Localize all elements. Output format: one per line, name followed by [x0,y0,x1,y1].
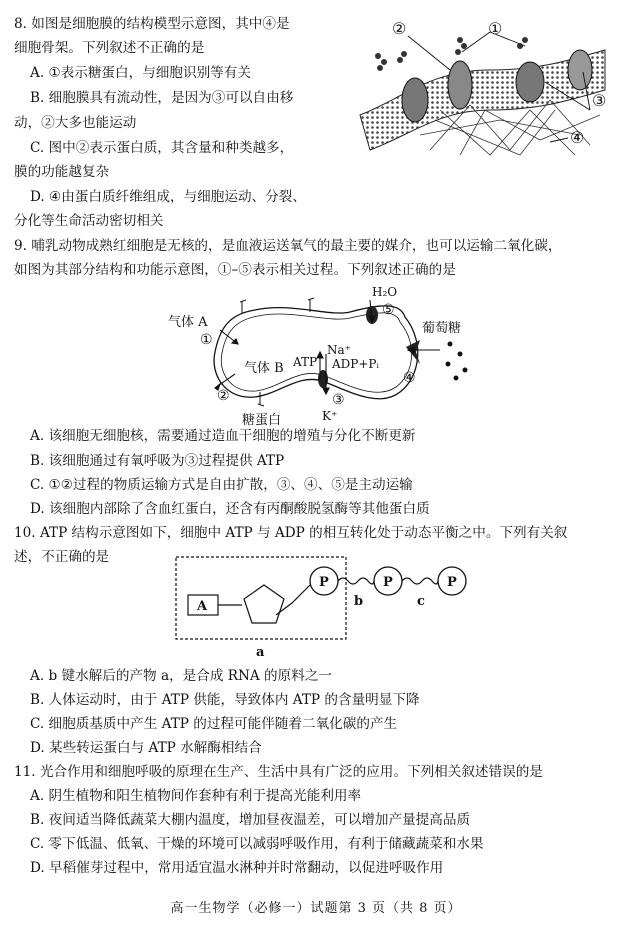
q11-option-d: D. 早稻催芽过程中，常用适宜温水淋种并时常翻动，以促进呼吸作用 [30,860,444,876]
q8-option-c-line2: 膜的功能越复杂 [14,164,110,180]
label-circle2: ② [217,388,230,404]
red-blood-cell-diagram [160,282,490,430]
adenosine-box [176,557,346,639]
q10-option-a: A. b 键水解后的产物 a，是合成 RNA 的原料之一 [30,668,332,684]
q10-option-b: B. 人体运动时，由于 ATP 供能，导致体内 ATP 的含量明显下降 [30,692,420,708]
bond-b-label: b [354,594,364,609]
sugar-chains [375,37,528,71]
label-circle4: ④ [403,370,416,386]
q9-option-d: D. 该细胞内部除了含血红蛋白，还含有丙酮酸脱氢酶等其他蛋白质 [30,501,430,517]
q8-option-b-line2: 动，②大多也能运动 [14,115,137,131]
label-adp: ADP+Pᵢ [332,357,379,371]
q8-option-d-line1: D. ④由蛋白质纤维组成，与细胞运动、分裂、 [30,189,306,205]
label-na: Na⁺ [327,343,351,357]
label-gas-b: 气体 B [244,361,284,376]
label-c3: ③ [592,91,607,110]
q8-stem-line2: 细胞骨架。下列叙述不正确的是 [14,40,205,56]
label-circle5: ⑤ [382,302,395,318]
protein-4 [568,50,592,90]
region-a-label: a [256,645,265,658]
membrane-diagram [340,10,625,160]
glucose-molecules [446,342,468,381]
label-c1: ① [488,19,503,38]
protein-1 [402,78,428,122]
q10-option-d: D. 某些转运蛋白与 ATP 水解酶相结合 [30,740,262,756]
atp-structure-diagram [170,553,470,658]
label-circle1: ① [200,332,213,348]
phosphate-1-label: P [319,575,329,590]
q8-option-d-line2: 分化等生命活动密切相关 [14,213,164,229]
label-atp: ATP [293,355,318,369]
q9-option-c: C. ①②过程的物质运输方式是自由扩散，③、④、⑤是主动运输 [30,477,413,493]
label-gas-a: 气体 A [168,315,208,330]
label-c4: ④ [570,128,585,147]
q8-option-a: A. ①表示糖蛋白，与细胞识别等有关 [30,65,251,81]
q9-stem-line1: 9. 哺乳动物成熟红细胞是无核的，是血液运送氧气的最主要的媒介，也可以运输二氧化碳， [14,238,562,254]
ribose-pentagon [244,585,284,623]
label-glucose: 葡萄糖 [422,321,462,336]
q10-option-c: C. 细胞质基质中产生 ATP 的过程可能伴随着二氧化碳的产生 [30,716,398,732]
q8-option-b-line1: B. 细胞膜具有流动性，是因为③可以自由移 [30,90,294,106]
protein-2 [448,61,472,109]
q8-stem-line1: 8. 如图是细胞膜的结构模型示意图，其中④是 [14,16,290,32]
q11-stem: 11. 光合作用和细胞呼吸的原理在生产、生活中具有广泛的应用。下列相关叙述错误的是 [14,764,543,780]
phosphate-3-label: P [447,575,457,590]
q8-option-c-line1: C. 图中②表示蛋白质，其含量和种类越多， [30,140,294,156]
q9-option-a: A. 该细胞无细胞核，需要通过造血干细胞的增殖与分化不断更新 [30,428,416,444]
q9-stem-line2: 如图为其部分结构和功能示意图，①–⑤表示相关过程。下列叙述正确的是 [14,262,456,278]
q9-option-b: B. 该细胞通过有氧呼吸为③过程提供 ATP [30,453,285,469]
q11-option-b: B. 夜间适当降低蔬菜大棚内温度，增加昼夜温差，可以增加产量提高品质 [30,812,471,828]
label-k: K⁺ [322,409,338,423]
q11-option-c: C. 零下低温、低氧、干燥的环境可以减弱呼吸作用，有利于储藏蔬菜和水果 [30,836,484,852]
high-energy-bond-b [338,578,374,584]
q10-stem-line1: 10. ATP 结构示意图如下，细胞中 ATP 与 ADP 的相互转化处于动态平衡之中。下列有关叙 [14,525,568,541]
label-glycoprotein: 糖蛋白 [242,413,282,428]
phosphate-2-label: P [383,575,393,590]
protein-3 [516,62,544,102]
label-h2o: H₂O [372,285,398,299]
label-circle3: ③ [332,392,345,408]
label-c2: ② [392,19,407,38]
page-footer: 高一生物学（必修一）试题第 3 页（共 8 页） [170,901,462,916]
adenine-label: A [197,599,208,614]
q11-option-a: A. 阴生植物和阳生植物间作套种有利于提高光能利用率 [30,788,362,804]
q10-stem-line2: 述，不正确的是 [14,549,110,565]
high-energy-bond-c [402,578,438,584]
bond-c-label: c [417,594,425,609]
